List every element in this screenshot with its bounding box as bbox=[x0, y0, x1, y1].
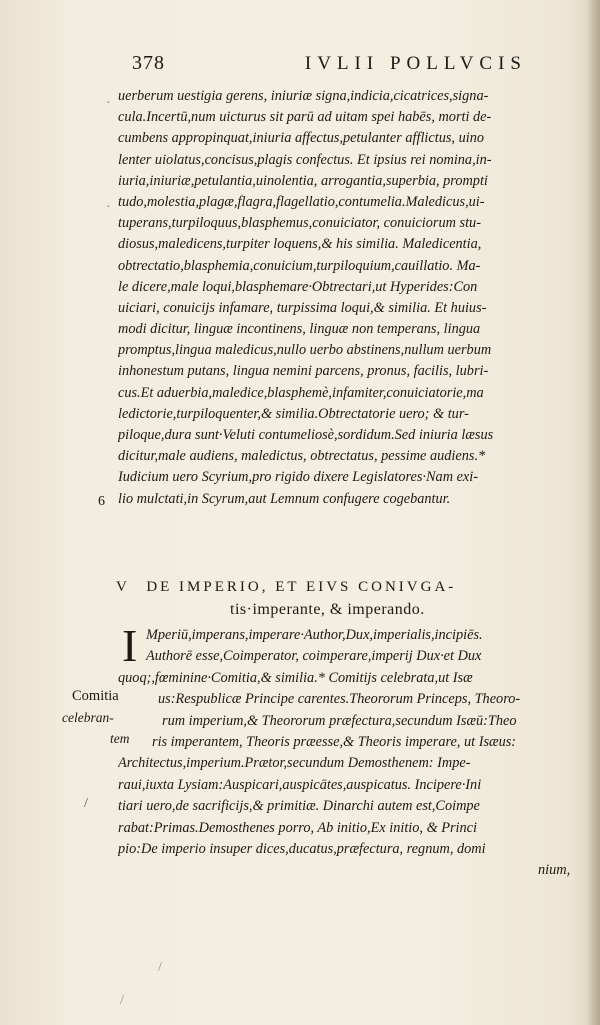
text-line: piloque,dura sunt·Veluti contumeliosè,sordidum.Sed iniuria læsus bbox=[118, 427, 494, 443]
text-line: quoq;,fœminine·Comitia,& similia.* Comitijs celebrata,ut Isæ bbox=[118, 669, 473, 686]
running-title: IVLII POLLVCIS bbox=[304, 53, 527, 74]
text-line: pio:De imperio insuper dices,ducatus,præfectura, regnum, domi bbox=[118, 840, 486, 857]
pencil-mark-icon: / bbox=[84, 796, 88, 811]
text-line: obtrectatio,blasphemia,conuicium,turpiloquium,cauillatio. Ma- bbox=[118, 257, 481, 274]
text-line: lenter uiolatus,concisus,plagis confectus. Et ipsius rei nomina,in- bbox=[118, 151, 492, 168]
text-line: Authorē esse,Coimperator, coimperare,imperij Dux·et Dux bbox=[146, 648, 482, 665]
text-line: cumbens appropinquat,iniuria affectus,petulanter afflictus, uino bbox=[118, 130, 485, 147]
margin-dot-icon: · bbox=[106, 96, 111, 111]
text-line: lio mulctati,in Scyrum,aut Lemnum confugere cogebantur. bbox=[118, 490, 451, 507]
chapter-title-line1: DE IMPERIO, ET EIVS CONIVGA- bbox=[146, 579, 457, 595]
margin-dot-icon: · bbox=[106, 200, 111, 215]
text-line: dicitur,male audiens, maledictus, obtrectatus, pessime audiens.* bbox=[118, 448, 486, 465]
text-line: us:Respublicæ Principe carentes.Theororum Princeps, Theoro- bbox=[158, 691, 521, 708]
text-line: Iudicium uero Scyrium,pro rigido dixere Legislatores·Nam exi- bbox=[118, 469, 479, 486]
text-line: cula.Incertū,num uicturus sit parū ad uitam spei habēs, morti de- bbox=[118, 109, 492, 126]
text-line: uiciari, conuicijs infamare, turpissima loqui,& similia. Et huius- bbox=[118, 299, 487, 316]
text-line: cus.Et aduerbia,maledice,blasphemè,infamiter,conuiciatorie,ma bbox=[118, 384, 484, 401]
text-line: tuperans,turpiloquus,blasphemus,conuiciator, conuiciorum stu- bbox=[118, 215, 481, 232]
text-line: Mperiū,imperans,imperare·Author,Dux,imperialis,incipiēs. bbox=[146, 627, 483, 643]
drop-cap: I bbox=[122, 620, 138, 671]
text-line: tiari uero,de sacrificijs,& primitiæ. Dinarchi autem est,Coimpe bbox=[118, 798, 480, 815]
text-line: modi dicitur, linguæ incontinens, linguæ non temperans, lingua bbox=[118, 321, 481, 338]
text-line: tudo,molestia,plagæ,flagra,flagellatio,contumelia.Maledicus,ui- bbox=[118, 193, 485, 210]
text-line: nium, bbox=[538, 862, 571, 879]
text-line: ris imperantem, Theoris præesse,& Theoris imperare, ut Isæus: bbox=[152, 733, 517, 750]
pencil-mark-icon: / bbox=[120, 993, 124, 1008]
page-edge-shadow bbox=[586, 0, 600, 1025]
text-line: Architectus,imperium.Prætor,secundum Demosthenem: Impe- bbox=[118, 755, 471, 772]
section-two-text bbox=[118, 620, 588, 882]
margin-numeral: 6 bbox=[98, 494, 105, 509]
chapter-title-line2: tis·imperante, & imperando. bbox=[230, 601, 425, 618]
pencil-mark-icon: / bbox=[158, 960, 162, 975]
text-line: rabat:Primas.Demosthenes porro, Ab initio,Ex initio, & Princi bbox=[118, 819, 477, 836]
text-line: iuria,iniuriæ,petulantia,uinolentia, arrogantia,superbia, prompti bbox=[118, 172, 488, 189]
text-line: rum imperium,& Theororum præfectura,secundum Isæū:Theo bbox=[162, 712, 517, 729]
chapter-numeral: V bbox=[116, 579, 130, 595]
chapter-heading bbox=[116, 579, 586, 596]
text-line: raui,iuxta Lysiam:Auspicari,auspicātes,auspicatus. Incipere·Ini bbox=[118, 776, 482, 793]
margin-note-tem: tem bbox=[110, 731, 130, 746]
margin-note-comitia: Comitia bbox=[72, 688, 119, 704]
text-line: inhonestum putans, lingua nemini parcens, pronus, facilis, lubri- bbox=[118, 363, 489, 380]
running-header bbox=[132, 52, 527, 75]
text-line: promptus,lingua maledicus,nullo uerbo abstinens,nullum uerbum bbox=[118, 342, 492, 359]
text-line: le dicere,male loqui,blasphemare·Obtrectari,ut Hyperides:Con bbox=[118, 278, 478, 295]
text-line: uerberum uestigia gerens, iniuriæ signa,indicia,cicatrices,signa- bbox=[118, 88, 489, 104]
margin-note-celebran: celebran- bbox=[62, 710, 114, 725]
page-number: 378 bbox=[132, 52, 165, 74]
section-one-text bbox=[118, 86, 582, 510]
text-line: ledictorie,turpiloquenter,& similia.Obtrectatorie uero; & tur- bbox=[118, 405, 469, 422]
text-line: diosus,maledicens,turpiter loquens,& his similia. Maledicentia, bbox=[118, 236, 482, 253]
